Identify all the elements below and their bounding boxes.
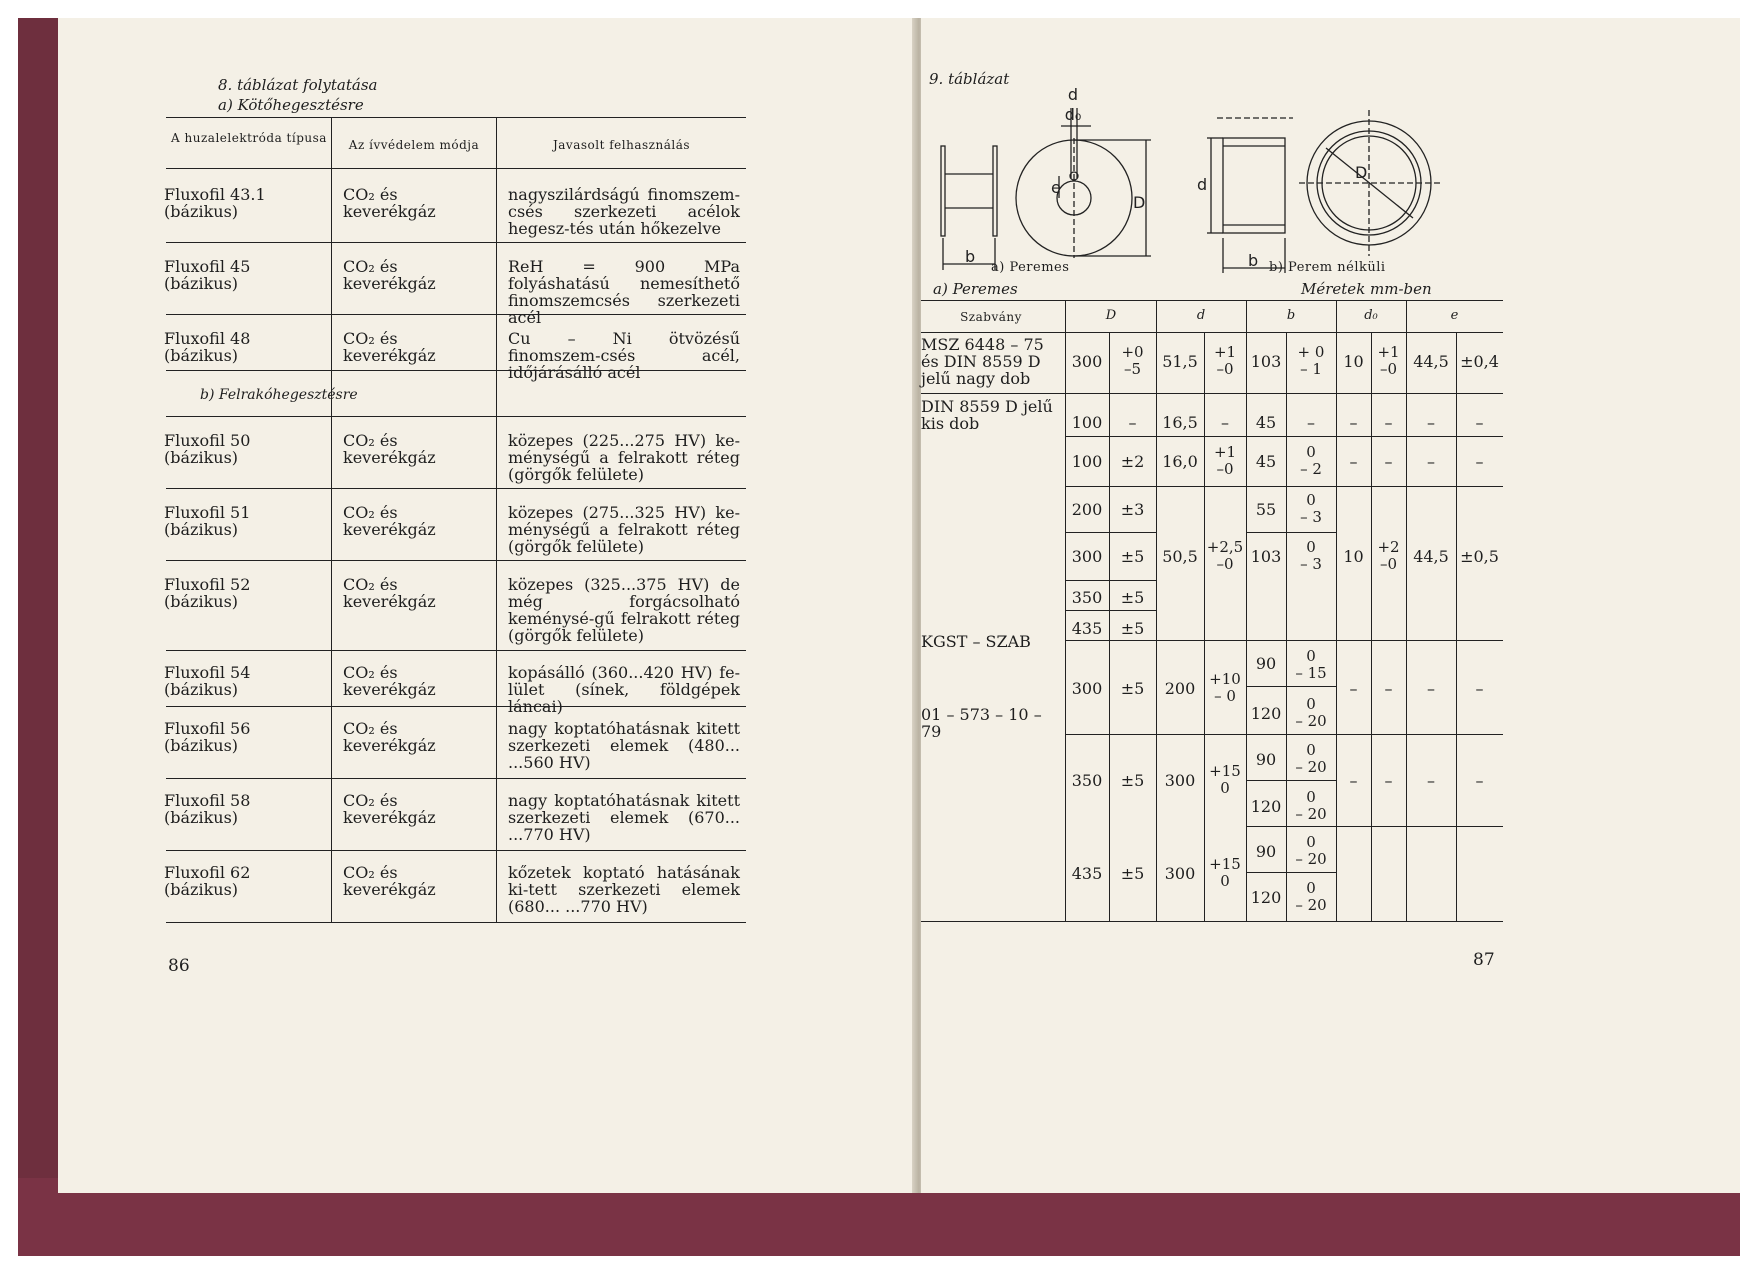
table-9-caption: 9. táblázat	[929, 70, 1010, 88]
row-protection: CO₂ és keverékgáz	[343, 257, 436, 293]
bare-spool-section	[1223, 138, 1285, 233]
row-rule	[1065, 610, 1157, 611]
row-usage: közepes (225...275 HV) ke-ménységű a felrakott réteg (görgők felülete)	[508, 431, 740, 484]
tol-b-upper: 0	[1306, 788, 1316, 806]
tol-d0-lower: –0	[1379, 360, 1398, 378]
table-8-caption: 8. táblázat folytatása	[218, 76, 378, 94]
row-type: Fluxofil 56 (bázikus)	[164, 719, 251, 755]
col-divider-2	[496, 118, 497, 923]
dash: –	[1475, 413, 1484, 432]
tol-e: ±0,5	[1460, 547, 1499, 566]
row-protection: CO₂ és keverékgáz	[343, 719, 436, 755]
val-D: 200	[1071, 500, 1103, 519]
val-D: 350	[1071, 771, 1103, 790]
row-type: Fluxofil 48 (bázikus)	[164, 329, 251, 365]
std-msz: MSZ 6448 – 75 és DIN 8559 D jelű nagy dob	[921, 335, 1044, 388]
tol-D: ±2	[1120, 452, 1145, 471]
tol-d-upper: +2,5	[1206, 538, 1244, 556]
val-b: 103	[1250, 352, 1282, 371]
tol-D-upper: +0	[1121, 343, 1144, 361]
dash: –	[1427, 413, 1435, 432]
dash: –	[1427, 679, 1435, 698]
col-divider	[1156, 301, 1157, 921]
fig-label-d: d	[1067, 85, 1079, 104]
tol-D: ±3	[1120, 500, 1145, 519]
row-rule	[166, 560, 746, 561]
fig-label-b: b	[965, 247, 976, 266]
fig-label-e: e	[1051, 178, 1061, 197]
tol-b-lower: – 20	[1295, 758, 1327, 776]
val-d0: 10	[1343, 547, 1364, 566]
spool-drawings	[921, 78, 1481, 278]
val-e: 44,5	[1413, 547, 1449, 566]
dash: –	[1349, 413, 1358, 432]
val-D: 100	[1071, 413, 1103, 432]
tol-D-lower: –5	[1123, 360, 1142, 378]
tol-b-upper: 0	[1306, 443, 1316, 461]
dash: –	[1128, 413, 1137, 432]
col-divider	[1246, 301, 1247, 921]
tol-b-upper: 0	[1306, 647, 1316, 665]
val-D: 300	[1071, 352, 1103, 371]
row-type: Fluxofil 43.1 (bázikus)	[164, 185, 266, 221]
row-usage: nagyszilárdságú finomszem-csés szerkezeti acélok hegesz-tés után hőkezelve	[508, 185, 740, 238]
row-protection: CO₂ és keverékgáz	[343, 663, 436, 699]
row-type: Fluxofil 51 (bázikus)	[164, 503, 251, 539]
val-d: 50,5	[1162, 547, 1198, 566]
std-kgst: KGST – SZAB	[921, 632, 1031, 651]
flange-left-shape	[941, 146, 945, 236]
table-bottom-rule-right	[921, 921, 1503, 922]
header-electrode-type: A huzalelektróda típusa	[171, 131, 327, 145]
val-d: 200	[1164, 679, 1196, 698]
row-protection: CO₂ és keverékgáz	[343, 503, 436, 539]
dash: –	[1349, 679, 1358, 698]
section-b-title: b) Felrakóhegesztésre	[200, 387, 358, 403]
row-rule	[1065, 532, 1157, 533]
tol-d-upper: +15	[1209, 855, 1241, 873]
row-type: Fluxofil 62 (bázikus)	[164, 863, 251, 899]
tol-D: ±5	[1120, 679, 1145, 698]
tol-D: ±5	[1120, 864, 1145, 883]
figure-a-caption: a) Peremes	[991, 260, 1070, 275]
section-b-rule	[166, 416, 746, 417]
row-usage: kőzetek koptató hatásának ki-tett szerkezeti elemek (680... ...770 HV)	[508, 863, 740, 916]
dash: –	[1475, 771, 1484, 790]
tol-b-lower: – 1	[1300, 360, 1322, 378]
dash: –	[1427, 771, 1435, 790]
row-rule	[1246, 826, 1503, 827]
tol-b-upper: 0	[1306, 879, 1316, 897]
tol-b-lower: – 20	[1295, 850, 1327, 868]
table-bottom-rule	[166, 922, 746, 923]
tol-D: ±5	[1120, 771, 1145, 790]
section-a-title-right: a) Peremes	[933, 280, 1018, 298]
tol-d0-upper: +1	[1377, 343, 1400, 361]
row-protection: CO₂ és keverékgáz	[343, 791, 436, 827]
header-usage: Javasolt felhasználás	[552, 138, 691, 152]
fig-label-d-b: d	[1197, 175, 1208, 194]
val-d: 16,5	[1162, 413, 1198, 432]
row-rule	[921, 393, 1503, 394]
table-top-rule	[166, 117, 746, 118]
col-divider-1	[331, 118, 332, 923]
val-D: 350	[1071, 588, 1103, 607]
val-D: 100	[1071, 452, 1103, 471]
row-rule	[166, 778, 746, 779]
val-e: 44,5	[1413, 352, 1449, 371]
dash: –	[1384, 771, 1393, 790]
val-D: 300	[1071, 547, 1103, 566]
row-type: Fluxofil 54 (bázikus)	[164, 663, 251, 699]
row-usage: közepes (325...375 HV) de még forgácsolható keménysé-gű felrakott réteg (görgők felülete)	[508, 575, 740, 645]
tol-b-upper: 0	[1306, 695, 1316, 713]
tol-b-lower: – 3	[1300, 555, 1322, 573]
dash: –	[1475, 679, 1484, 698]
row-rule	[1065, 486, 1503, 487]
val-b: 90	[1255, 654, 1277, 673]
left-page	[58, 18, 918, 1193]
val-b: 120	[1250, 704, 1282, 723]
tol-b-lower: – 3	[1300, 508, 1322, 526]
val-b: 55	[1255, 500, 1277, 519]
row-usage: nagy koptatóhatásnak kitett szerkezeti elemek (480... ...560 HV)	[508, 719, 740, 772]
page-number-left: 86	[168, 956, 190, 976]
units-note: Méretek mm-ben	[1301, 280, 1432, 298]
dash: –	[1475, 452, 1484, 471]
tol-d-upper: +10	[1209, 670, 1241, 688]
row-rule	[1065, 640, 1503, 641]
tol-b-lower: – 20	[1295, 896, 1327, 914]
row-rule	[1065, 436, 1503, 437]
row-protection: CO₂ és keverékgáz	[343, 329, 436, 365]
row-rule	[166, 706, 746, 707]
fig-label-d0: d₀	[1064, 105, 1082, 124]
std-din-small: DIN 8559 D jelű kis dob	[921, 397, 1053, 433]
val-D: 435	[1071, 619, 1103, 638]
dash: –	[1384, 452, 1393, 471]
tol-D: ±5	[1120, 547, 1145, 566]
tol-d-lower: –0	[1216, 555, 1234, 573]
row-type: Fluxofil 45 (bázikus)	[164, 257, 251, 293]
col-divider	[1406, 301, 1407, 921]
row-rule	[166, 850, 746, 851]
val-b: 120	[1250, 797, 1282, 816]
row-rule	[166, 488, 746, 489]
val-b: 90	[1255, 750, 1277, 769]
row-rule	[1246, 872, 1336, 873]
col-divider	[1065, 301, 1066, 921]
header-rule-right	[921, 332, 1503, 333]
tol-d-upper: +1	[1213, 443, 1237, 461]
row-protection: CO₂ és keverékgáz	[343, 863, 436, 899]
row-type: Fluxofil 50 (bázikus)	[164, 431, 251, 467]
dash: –	[1427, 452, 1435, 471]
row-usage: Cu – Ni ötvözésű finomszem-csés acél, időjárásálló acél	[508, 329, 740, 382]
fig-label-D: D	[1133, 193, 1146, 212]
page-number-right: 87	[1473, 950, 1495, 970]
val-D: 435	[1071, 864, 1103, 883]
row-rule	[166, 650, 746, 651]
tol-b-lower: – 15	[1295, 664, 1327, 682]
row-rule	[1246, 532, 1336, 533]
val-b: 120	[1250, 888, 1282, 907]
row-usage: nagy koptatóhatásnak kitett szerkezeti elemek (670... ...770 HV)	[508, 791, 740, 844]
header-b: b	[1286, 308, 1296, 323]
dash: –	[1349, 771, 1358, 790]
header-e: e	[1450, 308, 1459, 323]
row-usage: kopásálló (360...420 HV) fe-lület (sínek, földgépek láncai)	[508, 663, 740, 716]
dash: –	[1384, 413, 1393, 432]
book-spread	[18, 18, 1740, 1256]
row-rule	[166, 370, 746, 371]
header-standard: Szabvány	[960, 310, 1022, 324]
row-type: Fluxofil 52 (bázikus)	[164, 575, 251, 611]
row-protection: CO₂ és keverékgáz	[343, 431, 436, 467]
row-rule	[1065, 580, 1157, 581]
tol-d0-upper: +2	[1377, 538, 1400, 556]
row-rule	[166, 314, 746, 315]
flange-right-shape	[993, 146, 997, 236]
val-d: 16,0	[1162, 452, 1198, 471]
val-b: 103	[1250, 547, 1282, 566]
tol-d-lower: 0	[1220, 872, 1230, 890]
tol-d-lower: –0	[1216, 460, 1234, 478]
tol-b-upper: 0	[1306, 741, 1316, 759]
header-d: d	[1196, 308, 1206, 323]
tol-b-lower: – 20	[1295, 712, 1327, 730]
val-d0: 10	[1343, 352, 1364, 371]
row-rule	[1065, 734, 1503, 735]
tol-D: ±5	[1120, 619, 1145, 638]
header-d0: d₀	[1364, 308, 1378, 323]
row-type: Fluxofil 58 (bázikus)	[164, 791, 251, 827]
val-d: 300	[1164, 771, 1196, 790]
table-top-rule-right	[921, 300, 1503, 301]
tol-b-upper: 0	[1306, 538, 1316, 556]
dash: –	[1384, 679, 1393, 698]
tol-d-lower: – 0	[1214, 687, 1236, 705]
col-divider	[1336, 301, 1337, 921]
tol-d-lower: –0	[1216, 360, 1234, 378]
tol-b-lower: – 2	[1300, 460, 1322, 478]
val-d: 300	[1164, 864, 1196, 883]
tol-e: ±0,4	[1460, 352, 1499, 371]
val-d: 51,5	[1162, 352, 1198, 371]
std-kgst-number: 01 – 573 – 10 – 79	[921, 705, 1042, 741]
figure-b-caption: b) Perem nélküli	[1269, 260, 1386, 275]
tol-b-upper: 0	[1306, 491, 1316, 509]
section-a-title: a) Kötőhegesztésre	[218, 96, 364, 114]
tol-d-lower: 0	[1220, 779, 1230, 797]
fig-label-b-b: b	[1248, 251, 1259, 270]
row-usage: közepes (275...325 HV) ke-ménységű a felrakott réteg (görgők felülete)	[508, 503, 740, 556]
val-b: 45	[1255, 452, 1277, 471]
val-b: 90	[1255, 842, 1277, 861]
header-protection: Az ívvédelem módja	[348, 138, 480, 152]
header-D: D	[1105, 308, 1117, 323]
tol-d0-lower: –0	[1379, 555, 1398, 573]
dash: –	[1221, 413, 1229, 432]
dash: –	[1307, 413, 1315, 432]
tol-d-upper: +1	[1213, 343, 1237, 361]
row-rule	[166, 242, 746, 243]
tol-b-upper: 0	[1306, 833, 1316, 851]
row-rule	[1246, 686, 1336, 687]
right-page	[921, 18, 1740, 1193]
dash: –	[1349, 452, 1358, 471]
fig-label-D-b: D	[1355, 163, 1368, 182]
row-rule	[1246, 780, 1336, 781]
tol-b-upper: + 0	[1297, 343, 1325, 361]
row-protection: CO₂ és keverékgáz	[343, 185, 436, 221]
row-protection: CO₂ és keverékgáz	[343, 575, 436, 611]
val-D: 300	[1071, 679, 1103, 698]
tol-b-lower: – 20	[1295, 805, 1327, 823]
tol-D: ±5	[1120, 588, 1145, 607]
val-b: 45	[1255, 413, 1277, 432]
row-usage: ReH = 900 MPa folyáshatású nemesíthető finomszemcsés szerkezeti acél	[508, 257, 740, 327]
tol-d-upper: +15	[1209, 762, 1241, 780]
header-rule	[166, 168, 746, 169]
book-cover-edge	[18, 18, 58, 1256]
